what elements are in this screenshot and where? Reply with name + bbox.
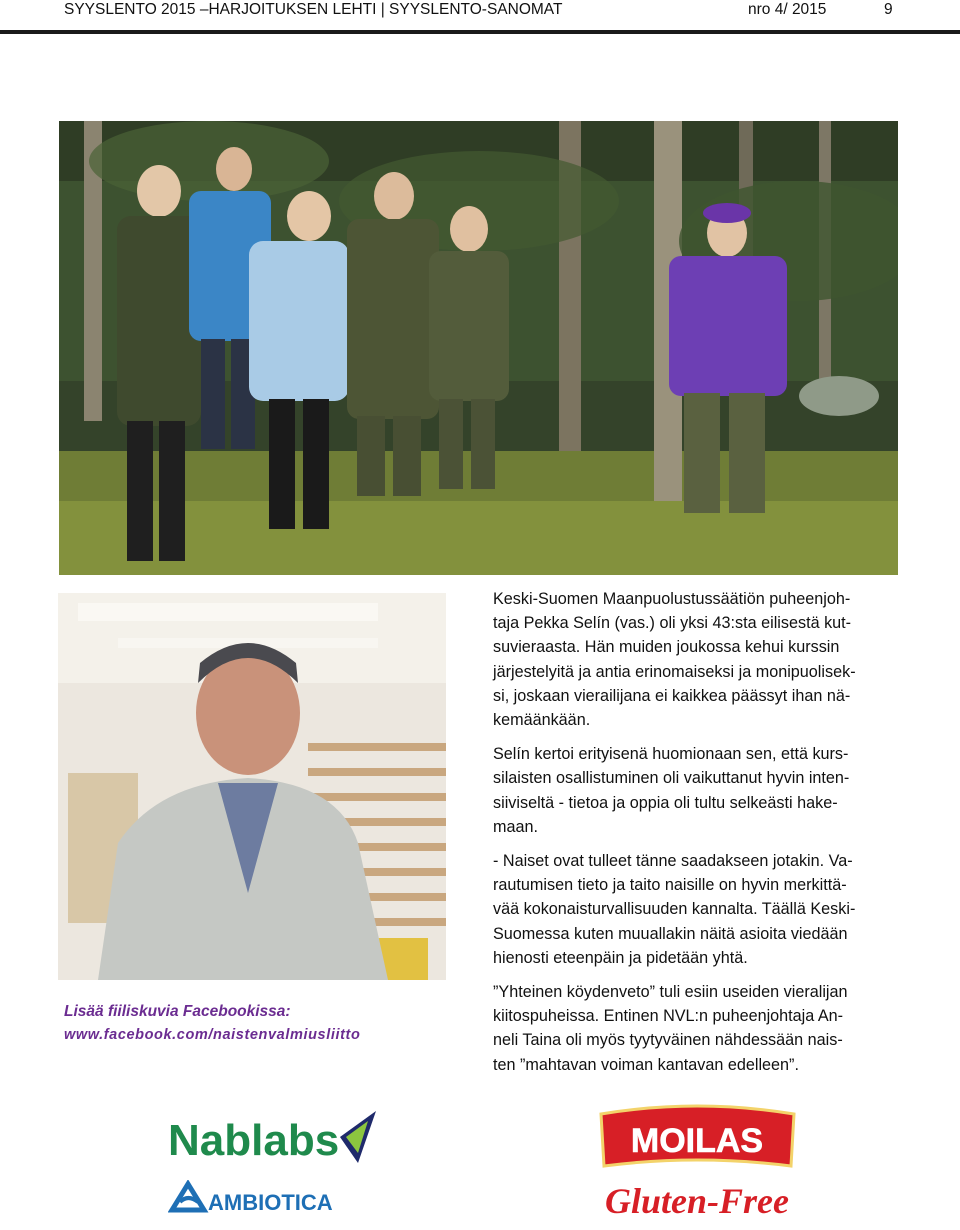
page-header <box>0 0 960 34</box>
issue-number: nro 4/ 2015 <box>748 1 827 18</box>
caption-heading: Lisää fiiliskuvia Facebookissa: <box>64 1003 291 1020</box>
article-line: kiitospuheissa. Entinen NVL:n puheenjohtaja An- <box>493 1007 844 1026</box>
article-line: maan. <box>493 817 538 836</box>
article-line: neli Taina oli myös tyytyväinen nähdessään nais- <box>493 1031 843 1050</box>
group-outdoor-illustration <box>59 121 898 575</box>
ambiotica-logo <box>168 1180 383 1218</box>
article-line: hienosti eteenpäin ja pidetään yhtä. <box>493 948 748 967</box>
portrait-illustration <box>58 593 446 980</box>
article-line: Keski-Suomen Maanpuolustussäätiön puheenjoh- <box>493 590 851 608</box>
article-paragraph-1 <box>493 587 903 732</box>
article-line: vää kokonaisturvallisuuden kannalta. Täällä Keski- <box>493 900 856 919</box>
group-outdoor-photo <box>59 121 898 575</box>
ambiotica-logo-text: AMBIOTICA <box>208 1190 333 1215</box>
article-line: Suomessa kuten muuallakin näitä asioita viedään <box>493 924 848 943</box>
article-line: - Naiset ovat tulleet tänne saadakseen jotakin. Va- <box>493 852 853 871</box>
article-line: suvieraasta. Hän muiden joukossa kehui kurssin <box>493 638 840 657</box>
header-rule <box>0 30 960 34</box>
nablabs-logo-text: Nablabs <box>168 1116 340 1165</box>
article-line: Selín kertoi erityisenä huomionaan sen, että kurs- <box>493 745 849 764</box>
article-line: ”Yhteinen köydenveto” tuli esiin useiden vieralijan <box>493 983 848 1002</box>
page-number: 9 <box>884 1 893 18</box>
article-paragraph-3 <box>493 849 903 970</box>
facebook-link[interactable]: www.facebook.com/naistenvalmiusliitto <box>64 1027 361 1043</box>
publication-title: SYYSLENTO 2015 –HARJOITUKSEN LEHTI | SYYSLENTO-SANOMAT <box>64 1 563 18</box>
article-body <box>493 587 903 1087</box>
gluten-free-logo-text: Gluten-Free <box>605 1181 789 1221</box>
article-line: taja Pekka Selín (vas.) oli yksi 43:sta eilisestä kut- <box>493 614 852 633</box>
nablabs-logo <box>168 1105 383 1170</box>
article-line: silaisten osallistuminen oli vaikuttanut hyvin inten- <box>493 769 850 788</box>
article-line: ten ”mahtavan voiman kantavan edelleen”. <box>493 1055 799 1074</box>
moilas-logo-text: MOILAS <box>630 1122 764 1160</box>
article-paragraph-4 <box>493 980 903 1077</box>
article-line: järjestelyitä ja antia erinomaiseksi ja monipuolisek- <box>493 662 856 681</box>
portrait-photo <box>58 593 446 980</box>
article-paragraph-2 <box>493 742 903 839</box>
article-line: rautumisen tieto ja taito naisille on hyvin merkittä- <box>493 876 847 895</box>
facebook-caption <box>64 1000 360 1046</box>
moilas-gluten-free-logo <box>595 1100 800 1225</box>
article-line: kemäänkään. <box>493 711 591 730</box>
article-line: si, joskaan vierailijana ei kaikkea päässyt ihan nä- <box>493 686 851 705</box>
article-line: siiviseltä - tietoa ja oppia oli tultu selkeästi hake- <box>493 793 838 812</box>
